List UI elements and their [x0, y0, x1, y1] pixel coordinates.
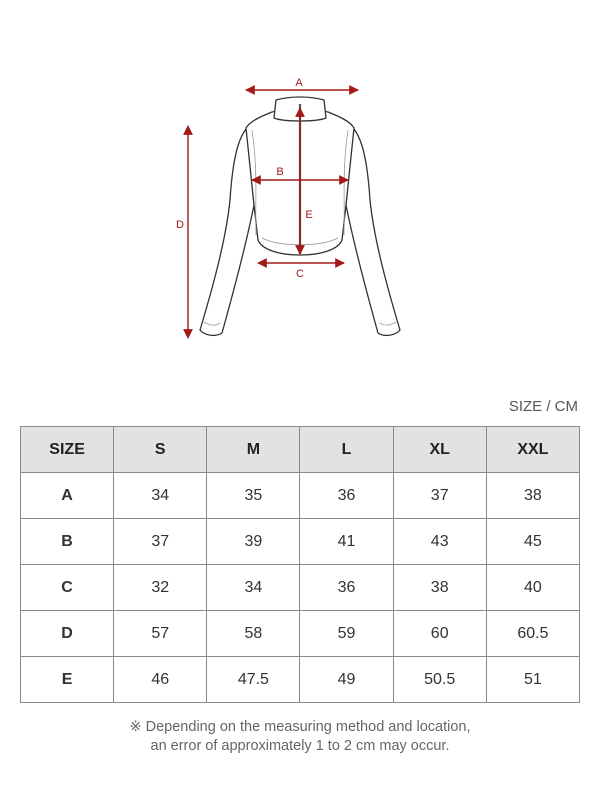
table-cell: 35: [207, 473, 300, 519]
table-cell: 51: [486, 657, 579, 703]
label-a: A: [295, 77, 303, 89]
table-cell: 59: [300, 611, 393, 657]
table-cell: 39: [207, 519, 300, 565]
label-c: C: [296, 268, 304, 280]
table-cell: 60: [393, 611, 486, 657]
table-cell: 50.5: [393, 657, 486, 703]
row-label: E: [21, 657, 114, 703]
table-row: [21, 519, 580, 565]
label-b: B: [276, 166, 284, 178]
table-cell: 60.5: [486, 611, 579, 657]
table-cell: 49: [300, 657, 393, 703]
unit-label: SIZE / CM: [508, 398, 578, 415]
label-d: D: [176, 219, 184, 231]
table-cell: 36: [300, 565, 393, 611]
table-cell: 47.5: [207, 657, 300, 703]
table-cell: 57: [114, 611, 207, 657]
label-e: E: [305, 209, 313, 221]
table-cell: 46: [114, 657, 207, 703]
table-cell: 40: [486, 565, 579, 611]
size-table: [20, 426, 580, 703]
table-row: [21, 657, 580, 703]
table-cell: 37: [114, 519, 207, 565]
table-cell: 34: [207, 565, 300, 611]
table-row: [21, 473, 580, 519]
measurement-note: [0, 718, 600, 756]
header-cell: SIZE: [21, 427, 114, 473]
table-cell: 36: [300, 473, 393, 519]
table-row: [21, 611, 580, 657]
table-cell: 43: [393, 519, 486, 565]
table-row: [21, 565, 580, 611]
table-header-row: [21, 427, 580, 473]
table-cell: 38: [393, 565, 486, 611]
table-cell: 45: [486, 519, 579, 565]
table-cell: 38: [486, 473, 579, 519]
header-cell: M: [207, 427, 300, 473]
table-cell: 32: [114, 565, 207, 611]
table-cell: 41: [300, 519, 393, 565]
header-cell: XXL: [486, 427, 579, 473]
row-label: A: [21, 473, 114, 519]
header-cell: S: [114, 427, 207, 473]
row-label: D: [21, 611, 114, 657]
note-line-1: ※ Depending on the measuring method and location,: [129, 719, 471, 735]
note-line-2: an error of approximately 1 to 2 cm may occur.: [150, 738, 450, 754]
row-label: B: [21, 519, 114, 565]
garment-measurement-diagram: [0, 0, 600, 390]
header-cell: L: [300, 427, 393, 473]
table-cell: 58: [207, 611, 300, 657]
table-cell: 34: [114, 473, 207, 519]
table-cell: 37: [393, 473, 486, 519]
header-cell: XL: [393, 427, 486, 473]
row-label: C: [21, 565, 114, 611]
